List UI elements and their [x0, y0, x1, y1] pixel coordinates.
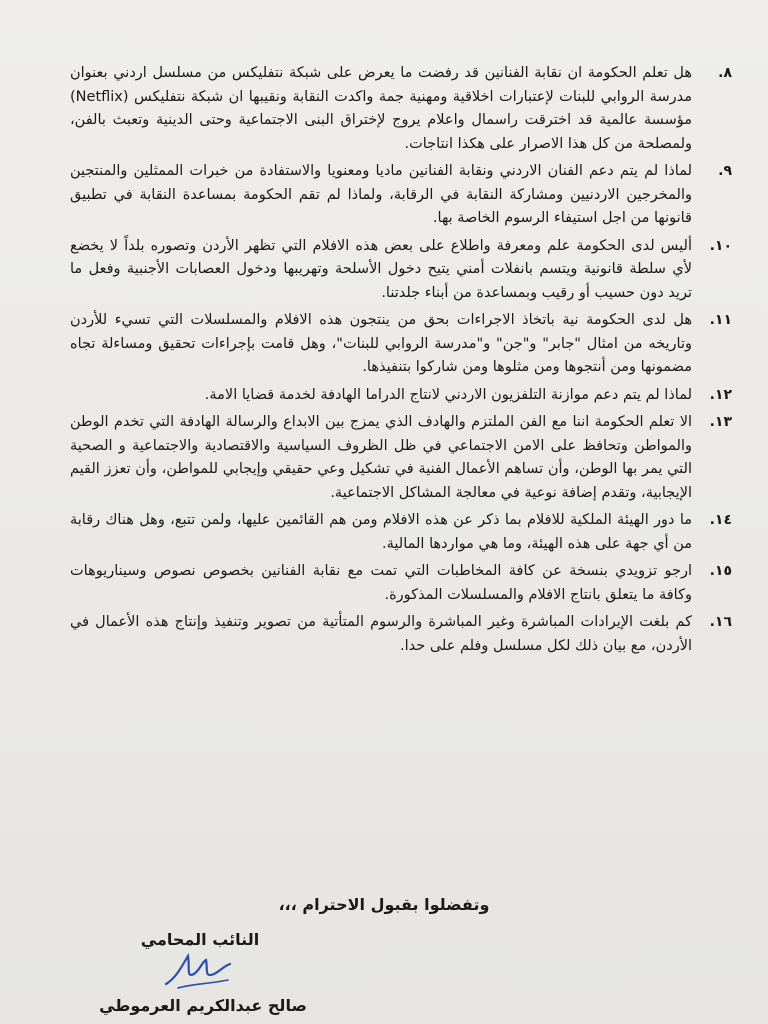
question-item: [70, 411, 732, 505]
question-number: ١٣.: [709, 414, 732, 430]
question-number: ١٢.: [709, 386, 732, 403]
question-item: [70, 235, 732, 306]
question-text: هل تعلم الحكومة ان نقابة الفنانين قد رفضت ما يعرض على شبكة نتفليكس من مسلسل اردني بعنوان مدرسة الروابي للبنات لإعتبارات اخلاقية ومهنية جمة واكدت النقابة ونقيبها ان شبكة نتفليكس (Netflix) مؤسسة عالمية قد اخترقت راسمال واعلام يروج لإختراق البنى الاجتماعية وحتى الدينية وتعبث بالفن، ولمصلحة من كل هذا الاصرار على هكذا انتاجات.: [70, 65, 692, 152]
handwritten-signature-icon: [158, 948, 238, 994]
question-item: [70, 611, 732, 658]
signatory-title: النائب المحامي: [140, 930, 260, 949]
question-item: [70, 160, 732, 231]
question-number: ١٠.: [709, 237, 732, 254]
question-text: لماذا لم يتم دعم موازنة التلفزيون الاردني لانتاج الدراما الهادفة لخدمة قضايا الامة.: [204, 386, 692, 403]
question-text: ما دور الهيئة الملكية للافلام بما ذكر عن هذه الافلام ومن هم القائمين عليها، ولمن تتبع، وهل هناك رقابة من أي جهة على هذه الهيئة، وما هي مواردها المالية.: [70, 512, 692, 552]
closing-phrase: وتفضلوا بقبول الاحترام ،،،: [278, 895, 490, 914]
questions-list: [70, 62, 732, 662]
question-item: [70, 560, 732, 607]
question-item: [70, 62, 732, 156]
question-number: ٨.: [718, 65, 732, 81]
question-number: ١٤.: [709, 512, 732, 528]
question-item: [70, 384, 732, 408]
question-item: [70, 309, 732, 380]
question-text: ارجو تزويدي بنسخة عن كافة المخاطبات التي تمت مع نقابة الفنانين بخصوص نصوص وسيناريوهات وكافة ما يتعلق بانتاج الافلام والمسلسلات المذكورة.: [70, 563, 692, 603]
question-text: الا تعلم الحكومة اننا مع الفن الملتزم والهادف الذي يمزج بين الابداع والرسالة الهادفة التي تخدم الوطن والمواطن وتحافظ على الامن الاجتماعي في ظل الظروف السياسية والاقتصادية والاجتماعية و الصحية التي يمر بها الوطن، وأن تساهم الأعمال الفنية في تشكيل وعي حقيقي وإيجابي للمواطن، وأن تعزز القيم الإيجابية، وتقدم إضافة نوعية في معالجة المشاكل الاجتماعية.: [70, 414, 692, 501]
signatory-name: صالح عبدالكريم العرموطي: [99, 996, 307, 1015]
question-text: لماذا لم يتم دعم الفنان الاردني ونقابة الفنانين ماديا ومعنويا والاستفادة من خبرات الممثلين والمنتجين والمخرجين الاردنيين ومشاركة النقابة في الرقابة، ولماذا لم تقم الحكومة بمساعدة النقابة في تطبيق قانونها من اجل استيفاء الرسوم الخاصة بها.: [70, 163, 692, 226]
question-text: أليس لدى الحكومة علم ومعرفة واطلاع على بعض هذه الافلام التي تظهر الأردن وتصوره بلداً لا يخضع لأي سلطة قانونية ويتسم بانفلات أمني يتيح دخول الأسلحة وتهريبها ودخول العصابات الأجنبية وفعل ما تريد دون حسيب أو رقيب وبمساعدة من أبناء جلدتنا.: [70, 237, 692, 301]
question-number: ١٥.: [709, 563, 732, 579]
question-number: ١١.: [709, 312, 732, 328]
question-text: كم بلغت الإيرادات المباشرة وغير المباشرة والرسوم المتأتية من تصوير وتنفيذ وإنتاج هذه الأعمال في الأردن، مع بيان ذلك لكل مسلسل وفلم على حدا.: [70, 614, 692, 654]
question-number: ١٦.: [709, 614, 732, 630]
question-item: [70, 509, 732, 556]
question-number: ٩.: [718, 163, 732, 179]
question-text: هل لدى الحكومة نية باتخاذ الاجراءات بحق من ينتجون هذه الافلام والمسلسلات التي تسيء للأردن وتاريخه من امثال "جابر" و"جن" و"مدرسة الروابي للبنات"، وهل قامت بإجراءات تحقيق ومساءلة تجاه مضمونها ومن أنتجوها ومن مثلوها ومن شاركوا بتنفيذها.: [70, 312, 692, 375]
